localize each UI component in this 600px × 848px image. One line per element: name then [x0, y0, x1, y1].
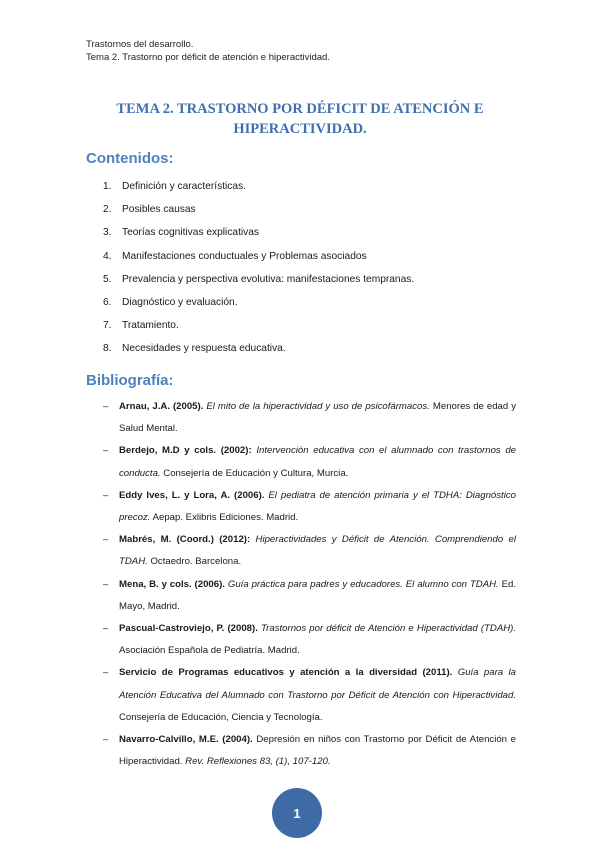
- bibliography-entry: [86, 618, 516, 662]
- entry-author: Navarro-Calvillo, M.E. (2004).: [119, 734, 253, 746]
- title-line-2: HIPERACTIVIDAD.: [233, 121, 367, 137]
- bibliography-heading: Bibliografía:: [86, 372, 174, 389]
- entry-author: Berdejo, M.D y cols. (2002):: [119, 445, 252, 457]
- item-number: 6.: [103, 296, 112, 308]
- entry-work: El pediatra de atención primaria y el TDHA: Diagnóstico precoz.: [119, 489, 516, 524]
- dash-bullet: –: [103, 623, 109, 635]
- item-text: Diagnóstico y evaluación.: [122, 296, 238, 308]
- contents-item: [86, 337, 516, 360]
- dash-bullet: –: [103, 667, 109, 679]
- entry-author: Mabrés, M. (Coord.) (2012):: [119, 534, 251, 546]
- contents-item: [86, 245, 516, 268]
- entry-publisher: Consejería de Educación y Cultura, Murcia.: [163, 467, 349, 479]
- bibliography-entry: [86, 662, 516, 729]
- contents-item: [86, 268, 516, 291]
- page-title: [86, 99, 514, 139]
- item-text: Posibles causas: [122, 204, 196, 216]
- item-text: Manifestaciones conductuales y Problemas asociados: [122, 250, 367, 262]
- entry-publisher: Octaedro. Barcelona.: [150, 556, 242, 568]
- entry-publisher: Asociación Española de Pediatría. Madrid.: [119, 645, 300, 657]
- entry-work: El mito de la hiperactividad y uso de psicofármacos.: [206, 401, 430, 412]
- dash-bullet: –: [103, 489, 109, 501]
- entry-work: Guía práctica para padres y educadores. El alumno con TDAH.: [227, 578, 499, 590]
- entry-work: Hiperactividades y Déficit de Atención. Comprendiendo el TDAH.: [119, 534, 516, 568]
- item-text: Prevalencia y perspectiva evolutiva: manifestaciones tempranas.: [122, 273, 415, 285]
- entry-work: Intervención educativa con el alumnado con trastornos de conducta.: [119, 445, 517, 479]
- dash-bullet: –: [103, 734, 109, 746]
- entry-author: Servicio de Programas educativos y atención a la diversidad (2011).: [119, 667, 453, 679]
- item-number: 7.: [103, 320, 112, 332]
- page-number-badge: 1: [272, 788, 322, 838]
- entry-author: Mena, B. y cols. (2006).: [119, 578, 225, 590]
- item-number: 5.: [103, 273, 112, 285]
- entry-author: Arnau, J.A. (2005).: [119, 401, 204, 412]
- item-number: 1.: [103, 181, 112, 192]
- entry-work: Guía para la Atención Educativa del Alumnado con Trastorno por Déficit de Atención con Hiperactividad.: [119, 667, 516, 701]
- contents-heading: Contenidos:: [86, 150, 174, 167]
- bibliography-list: [86, 396, 516, 773]
- item-number: 8.: [103, 343, 112, 355]
- bibliography-entry: [86, 396, 516, 440]
- entry-author: Eddy Ives, L. y Lora, A. (2006).: [119, 489, 265, 501]
- bibliography-entry: [86, 529, 516, 573]
- bibliography-entry: [86, 485, 516, 529]
- bibliography-entry: [86, 729, 516, 773]
- contents-item: [86, 314, 516, 337]
- entry-publisher: Ed. Mayo, Madrid.: [119, 578, 517, 612]
- dash-bullet: –: [103, 445, 109, 457]
- dash-bullet: –: [103, 534, 109, 546]
- header-line-2: Tema 2. Trastorno por déficit de atención e hiperactividad.: [86, 52, 330, 63]
- title-line-1: TEMA 2. TRASTORNO POR DÉFICIT DE ATENCIÓN E: [116, 101, 484, 117]
- running-header: [86, 38, 330, 64]
- entry-publisher: Aepap. Exlibris Ediciones. Madrid.: [152, 512, 299, 524]
- contents-item: [86, 198, 516, 221]
- bibliography-entry: [86, 574, 516, 618]
- bibliography-entry: [86, 440, 516, 484]
- contents-item: [86, 175, 516, 198]
- item-number: 3.: [103, 227, 112, 239]
- dash-bullet: –: [103, 578, 109, 590]
- item-text: Definición y características.: [122, 181, 246, 192]
- contents-list: [86, 175, 516, 361]
- contents-item: [86, 291, 516, 314]
- item-text: Teorías cognitivas explicativas: [122, 227, 260, 239]
- entry-work: Trastornos por déficit de Atención e Hiperactividad (TDAH).: [261, 623, 517, 635]
- dash-bullet: –: [103, 401, 109, 412]
- item-number: 4.: [103, 250, 112, 262]
- entry-publisher: Consejería de Educación, Ciencia y Tecnología.: [119, 711, 323, 723]
- header-line-1: Trastornos del desarrollo.: [86, 39, 194, 50]
- entry-publisher: Menores de edad y Salud Mental.: [119, 401, 517, 435]
- item-text: Necesidades y respuesta educativa.: [122, 343, 286, 355]
- entry-work: Depresión en niños con Trastorno por Déficit de Atención e Hiperactividad.: [119, 734, 517, 768]
- entry-author: Pascual-Castroviejo, P. (2008).: [119, 623, 258, 635]
- contents-item: [86, 221, 516, 244]
- item-text: Tratamiento.: [122, 320, 179, 332]
- entry-publisher: Rev. Reflexiones 83, (1), 107-120.: [185, 756, 331, 768]
- item-number: 2.: [103, 204, 112, 216]
